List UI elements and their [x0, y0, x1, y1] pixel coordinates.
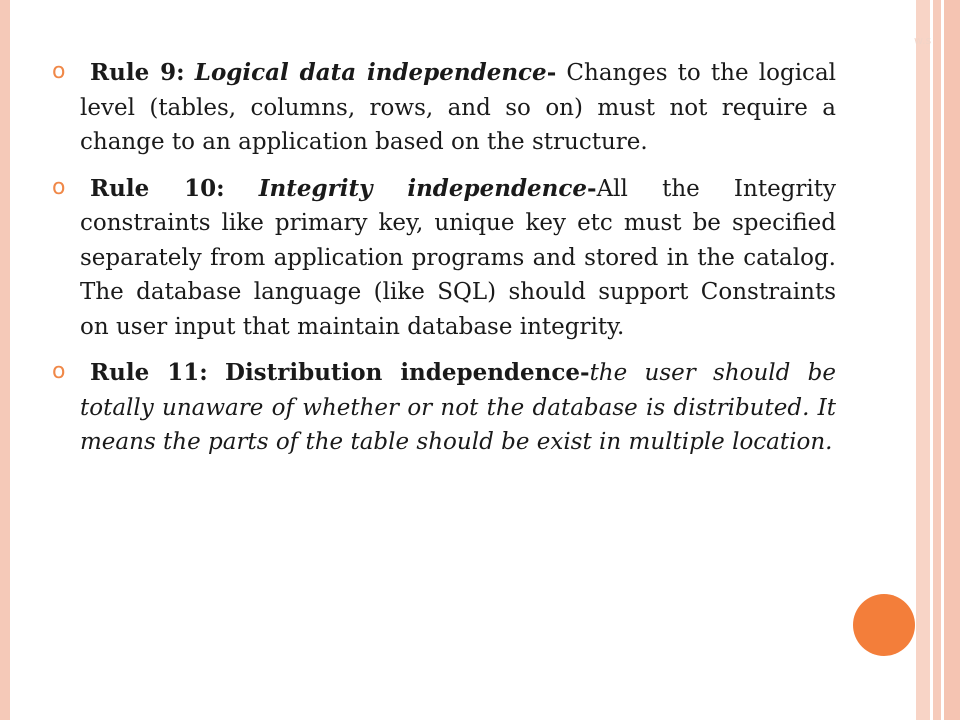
rule-label: Rule 11: — [90, 359, 208, 386]
rule-item-10 — [52, 172, 836, 345]
left-border-stripe — [0, 0, 10, 720]
right-stripe-3 — [944, 0, 960, 720]
orange-circle-icon — [853, 594, 915, 656]
rule-separator: - — [587, 174, 597, 202]
rule-item-9 — [52, 56, 836, 160]
rule-body: Changes to the logical level (tables, columns, rows, and so on) must not require a change to an application based on the structure. — [80, 60, 837, 155]
rule-name: Distribution independence — [225, 359, 581, 386]
bullet-icon: o — [52, 174, 66, 200]
rule-name: Integrity independence — [258, 174, 588, 202]
rule-name: Logical data independence — [194, 59, 547, 86]
rule-body: the user should be totally unaware of whether or not the database is distributed. It means the parts of the table should be exist in multiple location. — [80, 360, 837, 455]
rule-separator: - — [546, 59, 557, 86]
right-stripe-1 — [916, 0, 930, 720]
corner-mark: w.s — [914, 34, 932, 47]
right-border-stripes — [916, 0, 960, 720]
rule-separator: - — [580, 359, 590, 386]
rule-paragraph — [80, 356, 836, 460]
rule-label: Rule 9: — [90, 59, 185, 86]
rule-label: Rule 10: — [90, 174, 225, 202]
slide-content — [52, 56, 836, 472]
right-stripe-2 — [933, 0, 941, 720]
rule-paragraph — [80, 172, 836, 345]
rule-body: All the Integrity constraints like primary key, unique key etc must be specified separately from application programs and stored in the catalog. The database language (like SQL) should support Constraints on user input that maintain database integrity. — [80, 175, 836, 340]
bullet-icon: o — [52, 359, 66, 384]
bullet-icon: o — [52, 59, 66, 84]
rule-paragraph — [80, 56, 836, 160]
rule-item-11 — [52, 356, 836, 460]
